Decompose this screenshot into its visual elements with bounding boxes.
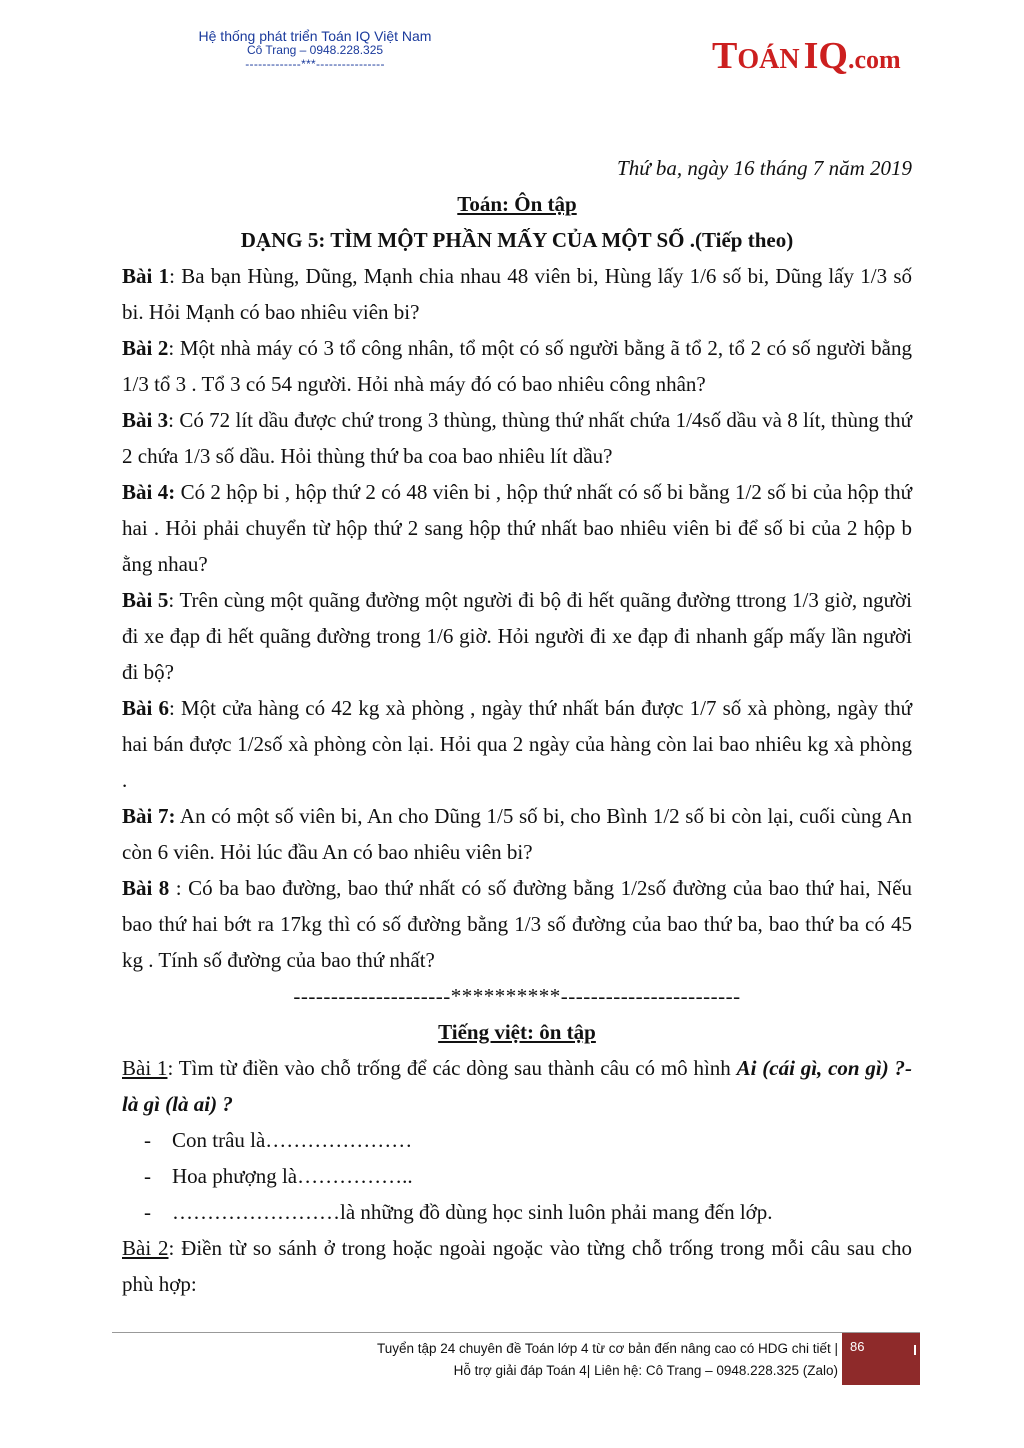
math-subtitle: DẠNG 5: TÌM MỘT PHẦN MẤY CỦA MỘT SỐ .(Tiếp theo): [240, 228, 794, 252]
footer-text: [180, 1338, 838, 1382]
problem-text: An có một số viên bi, An cho Dũng 1/5 số bi, cho Bình 1/2 số bi còn lại, cuối cùng An còn 6 viên. Hỏi lúc đầu An có bao nhiêu viên bi?: [122, 804, 913, 864]
problem-label: Bài 2: [122, 336, 169, 360]
viet-bai1-text: : Tìm từ điền vào chỗ trống để các dòng sau thành câu có mô hình: [167, 1056, 737, 1080]
math-problem: [122, 402, 912, 474]
fill-in-item: [122, 1194, 912, 1230]
math-problem: [122, 870, 912, 978]
problem-text: Có ba bao đường, bao thứ nhất có số đường bằng 1/2số đường của bao thứ hai, Nếu bao thứ hai bớt ra 17kg thì có số đường bằng 1/3 số đường của bao thứ ba, bao thứ ba có 45 kg . Tính số đường của bao thứ nhất?: [122, 876, 912, 972]
footer-line-2: Hỗ trợ giải đáp Toán 4| Liên hệ: Cô Trang – 0948.228.325 (Zalo): [453, 1363, 838, 1378]
page-number-box: [842, 1333, 920, 1385]
viet-items: [122, 1122, 912, 1230]
item-text: ……………………là những đồ dùng học sinh luôn phải mang đến lớp.: [172, 1200, 773, 1224]
item-dash: -: [144, 1200, 151, 1224]
org-name: Hệ thống phát triển Toán IQ Việt Nam: [198, 28, 432, 44]
logo-com: .com: [847, 45, 901, 74]
problem-text: Một nhà máy có 3 tổ công nhân, tổ một có số người bằng ã tổ 2, tổ 2 có số người bằng 1/3 tổ 3 . Tổ 3 có 54 người. Hỏi nhà máy đó có bao nhiêu công nhân?: [122, 336, 913, 396]
viet-bai2-label: Bài 2: [122, 1236, 169, 1260]
page-box-accent: [914, 1345, 916, 1355]
logo-t: T: [712, 35, 738, 77]
page-content: [122, 150, 912, 1302]
math-title: Toán: Ôn tập: [457, 192, 577, 216]
item-text: Hoa phượng là……………..: [172, 1164, 413, 1188]
problem-separator: :: [168, 336, 180, 360]
problem-label: Bài 6: [122, 696, 169, 720]
section-separator: ---------------------**********------------------------: [293, 984, 741, 1008]
math-problem: [122, 798, 912, 870]
org-divider: -------------***----------------: [245, 56, 385, 71]
problem-separator: :: [169, 264, 182, 288]
problem-separator: :: [168, 588, 180, 612]
footer-line-1: Tuyển tập 24 chuyên đề Toán lớp 4 từ cơ bản đến nâng cao có HDG chi tiết |: [376, 1341, 838, 1356]
fill-in-item: [122, 1122, 912, 1158]
math-problem: [122, 258, 912, 330]
date-line: Thứ ba, ngày 16 tháng 7 năm 2019: [617, 156, 912, 180]
problem-label: Bài 8: [122, 876, 170, 900]
problem-separator: :: [168, 408, 180, 432]
page-number: 86: [850, 1339, 865, 1354]
problem-label: Bài 5: [122, 588, 169, 612]
fill-in-item: [122, 1158, 912, 1194]
item-text: Con trâu là…………………: [172, 1128, 413, 1152]
math-problem: [122, 330, 912, 402]
viet-bai2: [122, 1230, 912, 1302]
viet-bai1-model: Ai (cái gì, con gì) ?- là gì (là ai) ?: [122, 1056, 912, 1116]
problem-label: Bài 3: [122, 408, 169, 432]
logo-iq: IQ: [803, 35, 848, 77]
problem-text: Một cửa hàng có 42 kg xà phòng , ngày thứ nhất bán được 1/7 số xà phòng, ngày thứ hai bán được 1/2số xà phòng còn lại. Hỏi qua 2 ngày của hàng còn lai bao nhiêu kg xà phòng .: [122, 696, 912, 792]
problem-label: Bài 1: [122, 264, 170, 288]
problem-separator: :: [169, 876, 189, 900]
problem-text: Trên cùng một quãng đường một người đi bộ đi hết quãng đường ttrong 1/3 giờ, người đi xe đạp đi hết quãng đường trong 1/6 giờ. Hỏi người đi xe đạp đi nhanh gấp mấy lần người đi bộ?: [122, 588, 912, 684]
org-contact: Cô Trang – 0948.228.325: [246, 43, 384, 58]
math-problems: [122, 258, 912, 978]
item-dash: -: [144, 1128, 151, 1152]
toaniq-logo: [712, 34, 901, 78]
problem-label: Bài 4:: [122, 480, 176, 504]
problem-text: Có 2 hộp bi , hộp thứ 2 có 48 viên bi , hộp thứ nhất có số bi bằng 1/2 số bi của hộp thứ hai . Hỏi phải chuyển từ hộp thứ 2 sang hộp thứ nhất bao nhiêu viên bi để số bi của 2 hộp b ằng nhau?: [122, 480, 913, 576]
math-problem: [122, 690, 912, 798]
problem-text: Ba bạn Hùng, Dũng, Mạnh chia nhau 48 viên bi, Hùng lấy 1/6 số bi, Dũng lấy 1/3 số bi. Hỏi Mạnh có bao nhiêu viên bi?: [122, 264, 913, 324]
math-problem: [122, 474, 912, 582]
problem-label: Bài 7:: [122, 804, 176, 828]
header-organization: [150, 28, 480, 72]
math-problem: [122, 582, 912, 690]
viet-title: Tiếng việt: ôn tập: [438, 1020, 596, 1044]
logo-oan: OÁN: [737, 44, 800, 75]
viet-bai1-label: Bài 1: [122, 1056, 168, 1080]
problem-separator: :: [169, 696, 181, 720]
viet-bai2-text: : Điền từ so sánh ở trong hoặc ngoài ngoặc vào từng chỗ trống trong mỗi câu sau cho phù hợp:: [122, 1236, 912, 1296]
item-dash: -: [144, 1164, 151, 1188]
footer-divider: [112, 1332, 920, 1333]
problem-text: Có 72 lít dầu được chứ trong 3 thùng, thùng thứ nhất chứa 1/4số dầu và 8 lít, thùng thứ 2 chứa 1/3 số dầu. Hỏi thùng thứ ba coa bao nhiêu lít dầu?: [122, 408, 912, 468]
viet-bai1: [122, 1050, 912, 1122]
